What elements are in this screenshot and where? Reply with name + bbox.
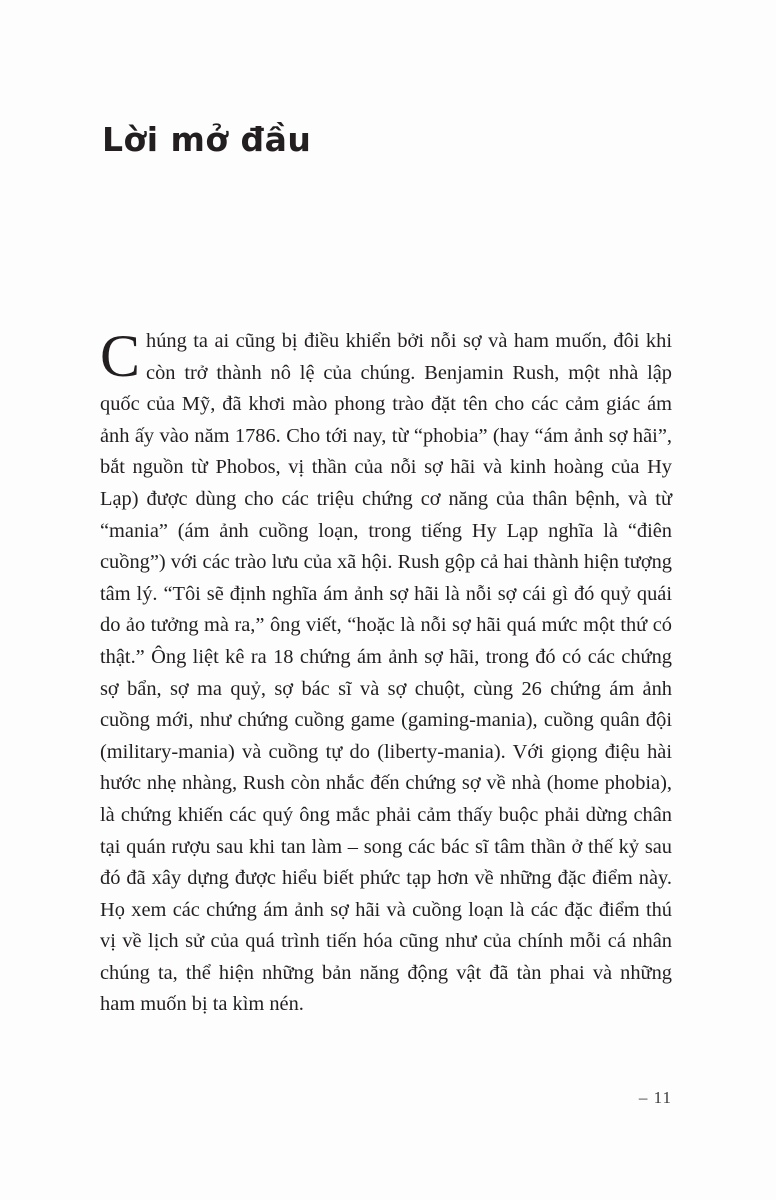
page-title: Lời mở đầu bbox=[102, 120, 312, 159]
drop-cap: C bbox=[100, 323, 141, 389]
body-text-block bbox=[100, 323, 672, 1021]
page-number: – 11 bbox=[638, 1088, 672, 1107]
paragraph-text: húng ta ai cũng bị điều khiển bởi nỗi sợ và ham muốn, đôi khi còn trở thành nô lệ của chúng. Benjamin Rush, một nhà lập quốc của Mỹ, đã khơi mào phong trào đặt tên cho các cảm giác ám ảnh ấy vào năm 1786. Cho tới nay, từ “phobia” (hay “ám ảnh sợ hãi”, bắt nguồn từ Phobos, vị thần của nỗi sợ hãi và kinh hoàng của Hy Lạp) được dùng cho các triệu chứng cơ năng của thân bệnh, và từ “mania” (ám ảnh cuồng loạn, trong tiếng Hy Lạp nghĩa là “điên cuồng”) với các trào lưu của xã hội. Rush gộp cả hai thành hiện tượng tâm lý. “Tôi sẽ định nghĩa ám ảnh sợ hãi là nỗi sợ cái gì đó quỷ quái do ảo tưởng mà ra,” ông viết, “hoặc là nỗi sợ hãi quá mức một thứ có thật.” Ông liệt kê ra 18 chứng ám ảnh sợ hãi, trong đó có các chứng sợ bẩn, sợ ma quỷ, sợ bác sĩ và sợ chuột, cùng 26 chứng ám ảnh cuồng mới, như chứng cuồng game (gaming-mania), cuồng quân đội (military-mania) và cuồng tự do (liberty-mania). Với giọng điệu hài hước nhẹ nhàng, Rush còn nhắc đến chứng sợ về nhà (home phobia), là chứng khiến các quý ông mắc phải cảm thấy buộc phải dừng chân tại quán rượu sau khi tan làm – song các bác sĩ tâm thần ở thế kỷ sau đó đã xây dựng được hiểu biết phức tạp hơn về những đặc điểm này. Họ xem các chứng ám ảnh sợ hãi và cuồng loạn là các đặc điểm thú vị về lịch sử của quá trình tiến hóa cũng như của chính mỗi cá nhân chúng ta, thể hiện những bản năng động vật đã tàn phai và những ham muốn bị ta kìm nén. bbox=[100, 330, 672, 1016]
paragraph-intro bbox=[100, 323, 672, 1021]
page-content bbox=[100, 0, 672, 1200]
